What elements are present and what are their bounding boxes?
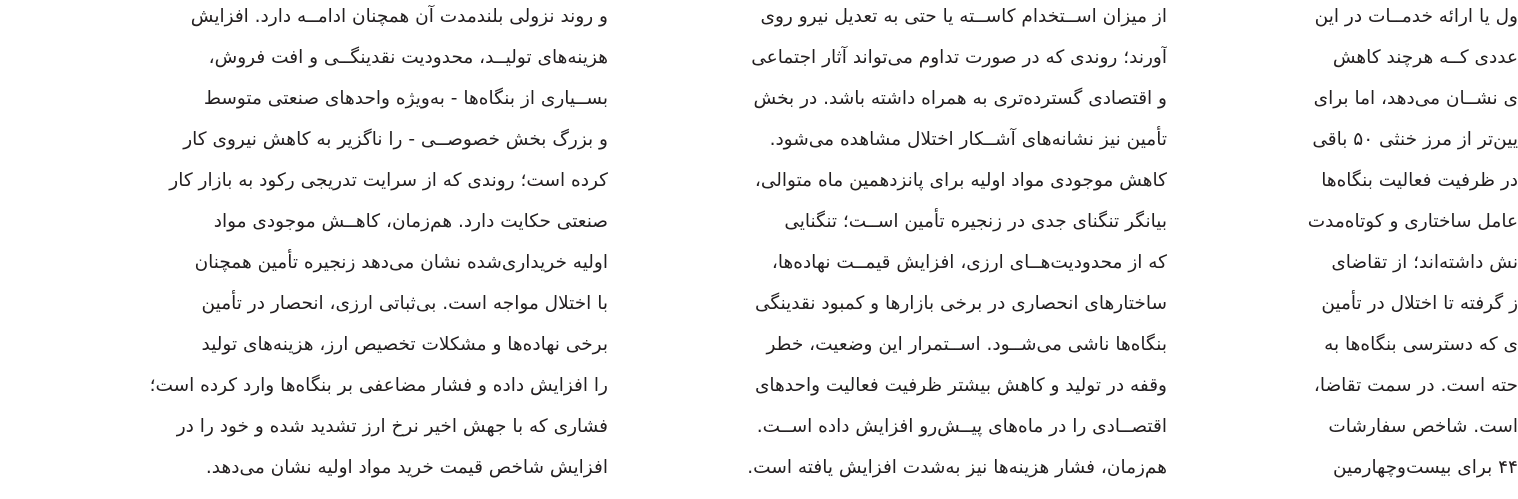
text-line: از میزان اســتخدام کاســته یا حتی به تعدیل نیرو روی bbox=[760, 6, 1167, 27]
column-gutter bbox=[1167, 0, 1218, 499]
text-line: که از محدودیت‌هــای ارزی، افزایش قیمــت نهاده‌ها، bbox=[771, 252, 1167, 273]
text-line: ی نشــان می‌دهد، اما برای bbox=[1313, 88, 1518, 109]
text-line: عددی کــه هرچند کاهش bbox=[1332, 47, 1518, 68]
text-line: هم‌زمان، فشار هزینه‌ها نیز به‌شدت افزایش یافته است. bbox=[747, 457, 1167, 478]
text-line: ۴۴ برای بیست‌وچهارمین bbox=[1332, 457, 1518, 478]
text-line: بنگاه‌ها ناشی می‌شــود. اســتمرار این وضعیت، خطر bbox=[766, 334, 1167, 355]
text-line: برخی نهاده‌ها و مشکلات تخصیص ارز، هزینه‌های تولید bbox=[201, 334, 608, 355]
text-line: عامل ساختاری و کوتاه‌مدت bbox=[1307, 211, 1518, 232]
text-line: در ظرفیت فعالیت بنگاه‌ها bbox=[1321, 170, 1518, 191]
text-line: آورند؛ روندی که در صورت تداوم می‌تواند آثار اجتماعی bbox=[751, 47, 1167, 68]
text-line: حته است. در سمت تقاضا، bbox=[1313, 375, 1518, 396]
text-line: ساختارهای انحصاری در برخی بازارها و کمبود نقدینگی bbox=[754, 293, 1167, 314]
text-line: وقفه در تولید و کاهش بیشتر ظرفیت فعالیت واحدهای bbox=[754, 375, 1167, 396]
text-line: نش داشته‌اند؛ از تقاضای bbox=[1331, 252, 1518, 273]
text-line: اولیه خریداری‌شده نشان می‌دهد زنجیره تأمین همچنان bbox=[194, 252, 608, 273]
text-line: فشاری که با جهش اخیر نرخ ارز تشدید شده و خود را در bbox=[176, 416, 608, 437]
text-column-middle bbox=[652, 0, 1167, 499]
text-line: یین‌تر از مرز خنثی ۵۰ باقی bbox=[1312, 129, 1518, 150]
text-line: بیانگر تنگنای جدی در زنجیره تأمین اســت؛ تنگنایی bbox=[784, 211, 1167, 232]
text-line: و اقتصادی گسترده‌تری به همراه داشته باشد. در بخش bbox=[753, 88, 1167, 109]
text-line: هزینه‌های تولیــد، محدودیت نقدینگــی و افت فروش، bbox=[208, 47, 608, 68]
text-line: افزایش شاخص قیمت خرید مواد اولیه نشان می‌دهد. bbox=[205, 457, 608, 478]
text-line: را افزایش داده و فشار مضاعفی بر بنگاه‌ها وارد کرده است؛ bbox=[149, 375, 608, 396]
text-line: و روند نزولی بلندمدت آن همچنان ادامــه دارد. افزایش bbox=[190, 6, 608, 27]
text-column-left bbox=[0, 0, 608, 499]
text-line: کاهش موجودی مواد اولیه برای پانزدهمین ماه متوالی، bbox=[754, 170, 1167, 191]
text-line: ی که دسترسی بنگاه‌ها به bbox=[1324, 334, 1518, 355]
text-line: تأمین نیز نشانه‌های آشــکار اختلال مشاهده می‌شود. bbox=[769, 129, 1167, 150]
text-line: با اختلال مواجه است. بی‌ثباتی ارزی، انحصار در تأمین bbox=[201, 293, 608, 314]
text-column-right-cropped bbox=[1218, 0, 1518, 499]
text-line: بســیاری از بنگاه‌ها - به‌ویژه واحدهای صنعتی متوسط bbox=[203, 88, 608, 109]
text-line: و بزرگ بخش خصوصــی - را ناگزیر به کاهش نیروی کار bbox=[183, 129, 608, 150]
text-line: اقتصــادی را در ماه‌های پیــش‌رو افزایش داده اســت. bbox=[756, 416, 1167, 437]
column-gutter bbox=[608, 0, 652, 499]
text-line: ز گرفته تا اختلال در تأمین bbox=[1321, 293, 1518, 314]
text-line: کرده است؛ روندی که از سرایت تدریجی رکود به بازار کار bbox=[169, 170, 608, 191]
text-line: ول یا ارائه خدمــات در این bbox=[1314, 6, 1518, 27]
text-line: است. شاخص سفارشات bbox=[1328, 416, 1518, 437]
text-line: صنعتی حکایت دارد. هم‌زمان، کاهــش موجودی مواد bbox=[213, 211, 608, 232]
